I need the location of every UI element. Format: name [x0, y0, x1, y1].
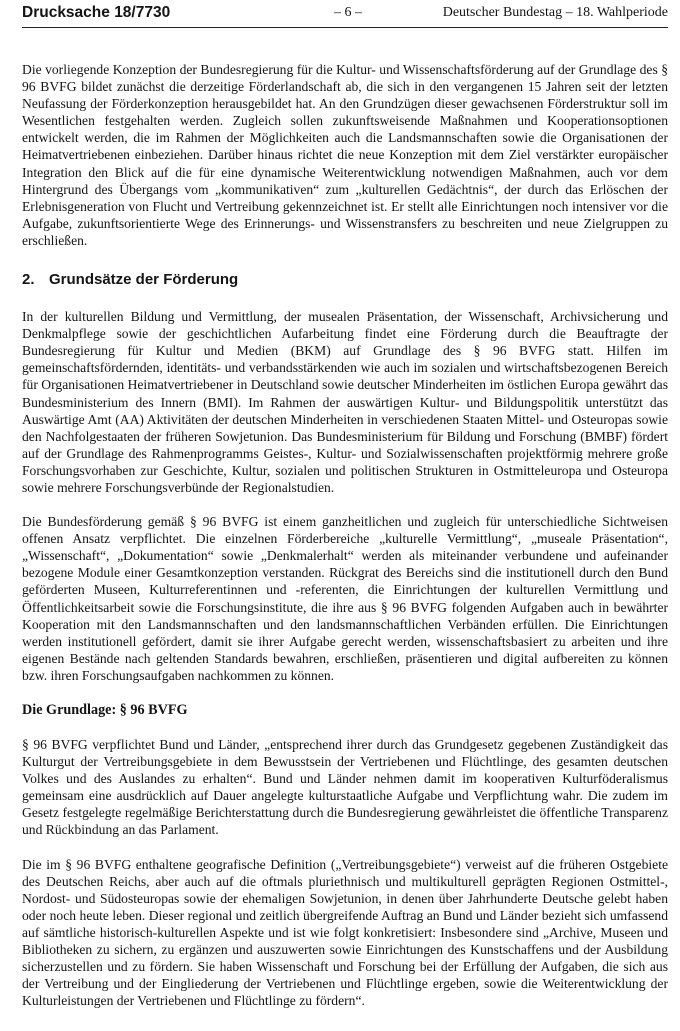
funding-overview-paragraph: In der kulturellen Bildung und Vermittlung, der musealen Präsentation, der Wissenschaft, Archivsicherung und Denkmalpflege sowie der geschichtlichen Aufarbeitung findet eine Förderung durch die Beauftragte der Bundesregierung für Kultur und Medien (BKM) auf Grundlage des § 96 BVFG statt. Hilfen im gemeinschaftsfördernden, identitäts- und verbandsstärkenden wie auch im sozialen und wirtschaftsbezogenen Bereich für Organisationen Heimatvertriebener in Deutschland sowie deutscher Minderheiten im östlichen Europa gewährt das Bundesministerium des Innern (BMI). Im Rahmen der auswärtigen Kultur- und Bildungspolitik unterstützt das Auswärtige Amt (AA) Aktivitäten der deutschen Minderheiten in verschiedenen Staaten Mittel- und Osteuropas sowie den Nachfolgestaaten der früheren Sowjetunion. Das Bundesministerium für Bildung und Forschung (BMBF) fördert auf der Grundlage des Rahmenprogramms Geistes-, Kultur- und Sozialwissenschaften projektförmig mehrere große Forschungsvorhaben zur Geschichte, Kultur, sozialen und politischen Strukturen in Ostmitteleuropa und Osteuropa sowie mehrere Forschungsverbünde der Regionalstudien. — [22, 309, 668, 495]
legal-basis-paragraph: § 96 BVFG verpflichtet Bund und Länder, „entsprechend ihrer durch das Grundgesetz gegebenen Zuständigkeit das Kulturgut der Vertreibungsgebiete in dem Bewusstsein der Vertriebenen und Flüchtlinge, des gesamten deutschen Volkes und des Auslandes zu erhalten“. Bund und Länder nehmen damit im kooperativen Kulturföderalismus gemeinsam eine ausdrücklich auf Dauer angelegte kulturstaatliche Aufgabe und Verpflichtung wahr. Die zudem im Gesetz festgelegte regelmäßige Berichterstattung durch die Bundesregierung gewährleistet die öffentliche Transparenz und Rückbindung an das Parlament. — [22, 737, 668, 838]
publisher-line: Deutscher Bundestag – 18. Wahlperiode — [442, 5, 668, 20]
section-heading — [22, 271, 668, 289]
geographic-definition-paragraph: Die im § 96 BVFG enthaltene geografische Definition („Vertreibungsgebiete“) verweist auf die früheren Ostgebiete des Deutschen Reichs, aber auch auf die oftmals pluriethnisch und multikulturell geprägten Regionen Ostmittel-, Nordost- und Südosteuropas sowie der ehemaligen Sowjetunion, in denen über Jahrhunderte Deutsche gelebt haben oder noch heute leben. Dieser regional und zeitlich übergreifende Auftrag an Bund und Länder bezieht sich umfassend auf sämtliche historisch-kulturellen Aspekte und ist wie folgt konkretisiert: Insbesondere sind „Archive, Museen und Bibliotheken zu sichern, zu ergänzen und auszuwerten sowie Einrichtungen des Kunstschaffens und der Ausbildung sicherzustellen und zu fördern. Sie haben Wissenschaft und Forschung bei der Erfüllung der Aufgaben, die sich aus der Vertreibung und der Eingliederung der Vertriebenen und Flüchtlinge ergeben, sowie die Weiterentwicklung der Kulturleistungen der Vertriebenen und Flüchtlinge zu fördern“. — [22, 856, 668, 1009]
page-number: – 6 – — [334, 5, 362, 20]
intro-paragraph: Die vorliegende Konzeption der Bundesregierung für die Kultur- und Wissenschaftsförderung auf der Grundlage des § 96 BVFG bildet zunächst die derzeitige Förderlandschaft ab, die sich in den vergangenen 15 Jahren seit der letzten Neufassung der Förderkonzeption herausgebildet hat. An den Grundzügen dieser gewachsenen Förderstruktur soll im Wesentlichen festgehalten werden. Zugleich sollen zukunftsweisende Maßnahmen und Kooperationsoptionen entwickelt werden, die im Rahmen der Möglichkeiten auch die Landsmannschaften sowie die Organisationen der Heimatvertriebenen einbeziehen. Darüber hinaus richtet die neue Konzeption mit dem Ziel verstärkter europäischer Integration den Blick auf die für eine dynamische Weiterentwicklung notwendigen Maßnahmen, auch vor dem Hintergrund des Übergangs vom „kommunikativen“ zum „kulturellen Gedächtnis“, der durch das Erlöschen der Erlebnisgeneration von Flucht und Vertreibung gekennzeichnet ist. Er stellt alle Einrichtungen noch intensiver vor die Aufgabe, zukunftsorientierte Wege des Erinnerungs- und Wissenstransfers zu beschreiten und neue Zielgruppen zu erschließen. — [22, 62, 668, 248]
page-header — [22, 0, 668, 28]
section-number: 2. — [22, 271, 35, 289]
holistic-approach-paragraph: Die Bundesförderung gemäß § 96 BVFG ist einem ganzheitlichen und zugleich für unterschiedliche Sichtweisen offenen Ansatz verpflichtet. Die einzelnen Förderbereiche „kulturelle Vermittlung“, „museale Präsentation“, „Wissenschaft“, „Dokumentation“ sowie „Denkmalerhalt“ werden als miteinander verbundene und aufeinander bezogene Module einer Gesamtkonzeption verstanden. Rückgrat des Bereichs sind die institutionell durch den Bund geförderten Museen, Kulturreferentinnen und -referenten, die Einrichtungen der kulturellen Vermittlung und Öffentlichkeitsarbeit sowie die Forschungsinstitute, die ihre aus § 96 BVFG folgenden Aufgaben auch in bewährter Kooperation mit den Landsmannschaften und den landsmannschaftlichen Verbänden erfüllen. Die Einrichtungen werden institutionell gefördert, damit sie ihrer Aufgabe gerecht werden, wissenschaftsbasiert zu arbeiten und ihre eigenen Bestände nach geltenden Standards bewahren, erschließen, präsentieren und digital aufbereiten zu können bzw. ihren Forschungsaufgaben nachkommen zu können. — [22, 514, 668, 683]
subheading: Die Grundlage: § 96 BVFG — [22, 702, 188, 718]
document-number: Drucksache 18/7730 — [22, 4, 171, 21]
section-title: Grundsätze der Förderung — [49, 271, 239, 289]
